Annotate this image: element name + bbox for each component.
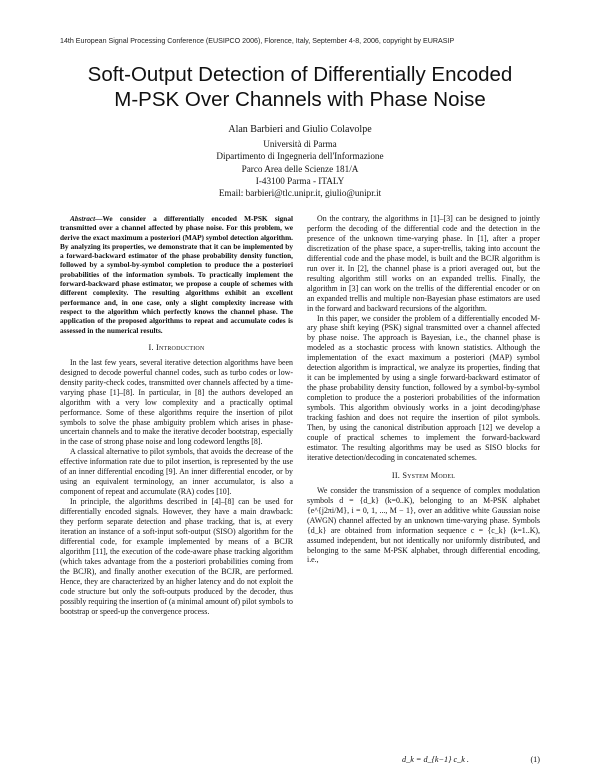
intro-paragraph: On the contrary, the algorithms in [1]–[3] can be designed to jointly perform the decoding of the differential code and the detection in the presence of the unknown time-varying phase. In [1], after a proper discretization of the phase space, a super-trellis, taking into account the differential code and the phase model, is built and the BCJR algorithm is run over it. In [2], the channel phase is a priori averaged out, but the resulting algorithm still works on an expanded trellis. Finally, the algorithm in [3] can work on the trellis of the differential encoder or on an expanded trellis and multiple non-Bayesian phase estimators are used in the forward and backward recursions of the algorithm. — [307, 214, 540, 313]
author-names: Alan Barbieri and Giulio Colavolpe — [228, 124, 372, 135]
intro-paragraph: In principle, the algorithms described in [4]–[8] can be used for differentially encoded signals. However, they have a main drawback: they perform separate detection and phase tracking, that is, at every iteration an instance of a soft-input soft-output (SISO) algorithm for the differential code, for example implemented by means of a BCJR algorithm [11], the execution of the code-aware phase tracking algorithm (which takes advantage from the a posteriori probabilities coming from the BCJR), and finally another execution of the BCJR, are performed. Hence, they are characterized by an higher latency and do not exploit the code structure but only the soft-outputs produced by the decoder, thus possibly requiring the insertion of (a minimal amount of) pilot symbols to bootstrap or speed-up the convergence process. — [60, 497, 293, 616]
affiliation-street: Parco Area delle Scienze 181/A — [241, 163, 359, 174]
equation-number: (1) — [530, 755, 540, 764]
conference-header: 14th European Signal Processing Conference (EUSIPCO 2006), Florence, Italy, September 4-8, 2006, copyright by EURASIP — [60, 37, 455, 45]
left-column — [60, 214, 293, 617]
title-line-1: Soft-Output Detection of Differentially Encoded — [87, 63, 513, 86]
section-heading-system-model: II. System Model — [391, 470, 456, 480]
affiliation-department: Dipartimento di Ingegneria dell'Informazione — [216, 151, 384, 162]
author-block — [150, 124, 450, 199]
affiliation-city: I-43100 Parma - ITALY — [255, 175, 345, 186]
equation-expression: d_k = d_{k−1} c_k . — [402, 755, 469, 764]
section-heading-introduction: I. Introduction — [148, 342, 205, 352]
intro-paragraph: A classical alternative to pilot symbols, that avoids the decrease of the effective information rate due to pilot insertion, is represented by the use of an inner differential encoding [9]. An inner differential encoder, or by using an equivalent terminology, an inner accumulator, is also a component of repeat and accumulate (RA) codes [10]. — [60, 447, 293, 497]
right-column — [307, 214, 540, 565]
affiliation-university: Università di Parma — [263, 139, 337, 150]
abstract-lead: Abstract — [70, 214, 96, 223]
title-line-2: M-PSK Over Channels with Phase Noise — [114, 88, 486, 111]
author-emails: Email: barbieri@tlc.unipr.it, giulio@unipr.it — [218, 188, 382, 199]
system-model-paragraph: We consider the transmission of a sequence of complex modulation symbols d = {d_k} (k=0..K), belonging to an M-PSK alphabet {e^{j2πi/M}, i = 0, 1, ..., M − 1}, over an additive white Gaussian noise (AWGN) channel affected by an unknown time-varying phase. Symbols {d_k} are obtained from information sequence c = {c_k} (k=1..K), assumed independent, but not identically nor uniformly distributed, and belonging to the same M-PSK alphabet, through differential encoding, i.e., — [307, 485, 540, 565]
paper-title — [40, 62, 560, 112]
intro-paragraph: In the last few years, several iterative detection algorithms have been designed to decode powerful channel codes, such as turbo codes or low-density parity-check codes, transmitted over channels affected by a time-varying phase [1]–[8]. In particular, in [8] the authors developed an algorithm with a very low complexity and a practically optimal performance. Some of these algorithms require the insertion of pilot symbols to solve the phase ambiguity problem which arises in phase-uncertain channels and to make the iterative decoder bootstrap, especially in the case of strong phase noise and long codeword lengths [8]. — [60, 357, 293, 447]
abstract — [60, 214, 293, 335]
intro-paragraph: In this paper, we consider the problem of a differentially encoded M-ary phase shift keying (PSK) signal transmitted over a channel affected by phase noise. The approach is Bayesian, i.e., the channel phase is modeled as a stochastic process with known statistics. Although the implementation of the exact maximum a posteriori (MAP) symbol detection algorithm is impractical, we analyze its properties, finding that it can be implemented by using a single forward-backward estimator of the phase probability density function, followed by a symbol-by-symbol completion to produce the a posteriori probabilities of the information symbols. This algorithm obviously works in a joint decoding/phase tracking fashion and does not require the insertion of pilot symbols. Then, by using the canonical distribution approach [12] we develop a couple of practical schemes to implement the forward-backward estimator. The resulting algorithms may be used as SISO blocks for iterative detection/decoding in concatenated schemes. — [307, 313, 540, 462]
abstract-text: —We consider a differentially encoded M-PSK signal transmitted over a channel affected by phase noise. For this problem, we derive the exact maximum a posteriori (MAP) symbol detection algorithm. By analyzing its properties, we demonstrate that it can be implemented by a forward-backward estimator of the phase probability density function, followed by a symbol-by-symbol completion to produce the a posteriori probabilities of the information symbols. To practically implement the forward-backward phase estimator, we propose a couple of schemes with different complexity. The resulting algorithms exhibit an excellent performance and, in one case, only a slight complexity increase with respect to the algorithm which perfectly knows the channel phase. The application of the proposed algorithms to repeat and accumulate codes is assessed in the numerical results. — [60, 214, 293, 335]
